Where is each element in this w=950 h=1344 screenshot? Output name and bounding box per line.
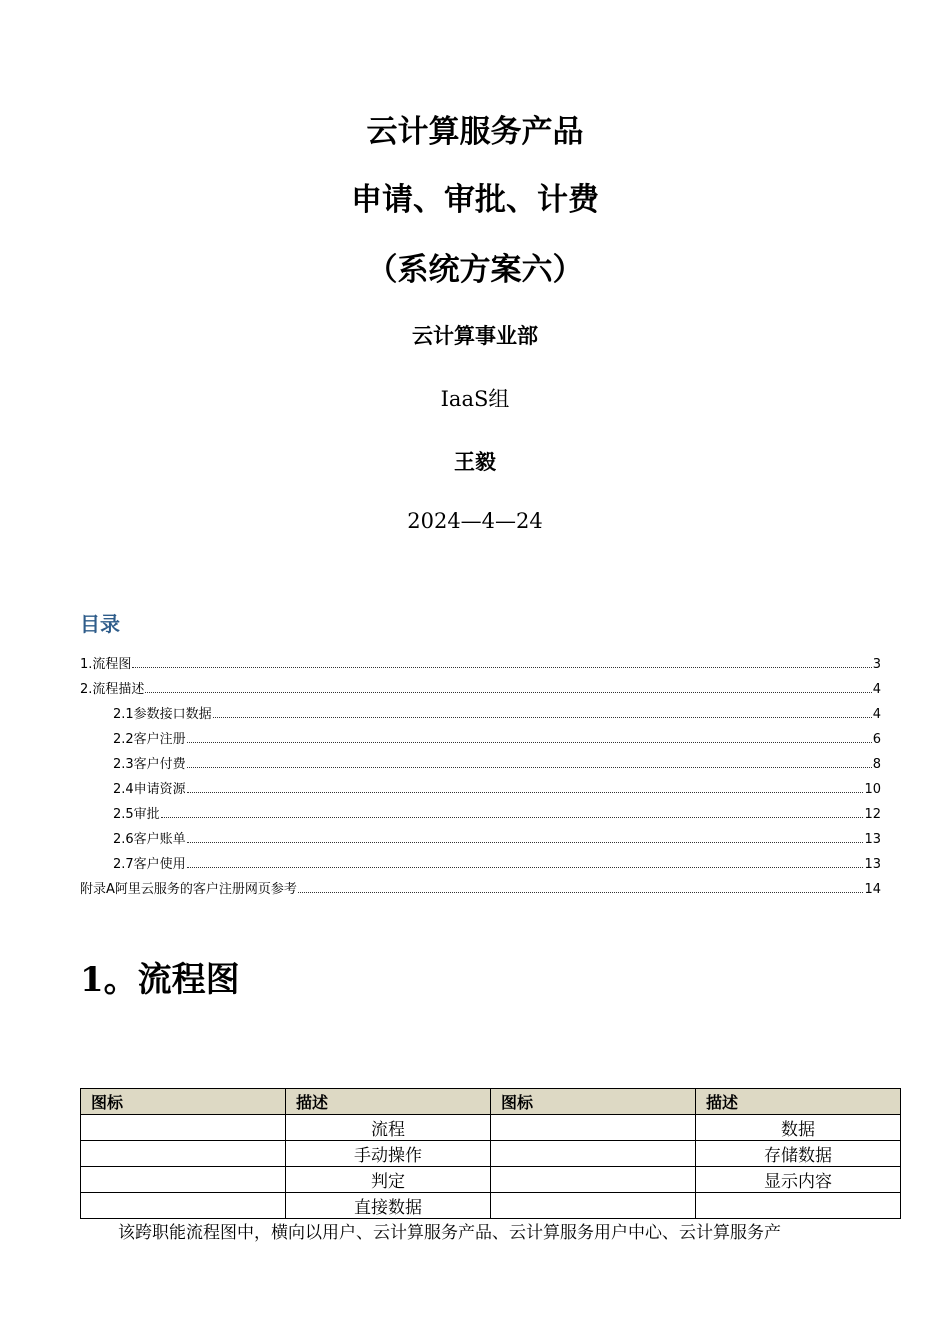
toc-entry-label: 2.7客户使用	[113, 857, 186, 872]
toc-leader	[145, 691, 871, 693]
description-cell: 数据	[696, 1115, 901, 1141]
toc-entry-page: 14	[864, 882, 881, 897]
cover-title-line2: 申请、审批、计费	[351, 182, 599, 218]
toc-entry-page: 10	[864, 782, 881, 797]
icon-cell	[491, 1141, 696, 1167]
toc-entry[interactable]	[113, 700, 881, 722]
table-row	[81, 1193, 901, 1219]
icon-cell	[81, 1141, 286, 1167]
toc-entry[interactable]	[113, 800, 881, 822]
column-header: 描述	[286, 1089, 491, 1115]
toc-leader	[187, 766, 872, 768]
toc-entry[interactable]	[113, 750, 881, 772]
toc-entry[interactable]	[113, 775, 881, 797]
toc-leader	[298, 891, 864, 893]
description-cell: 流程	[286, 1115, 491, 1141]
icon-cell	[81, 1167, 286, 1193]
column-header: 图标	[491, 1089, 696, 1115]
toc-entry[interactable]	[113, 725, 881, 747]
table-header-row	[81, 1089, 901, 1115]
description-cell: 直接数据	[286, 1193, 491, 1219]
cover-group: IaaS组	[440, 387, 510, 411]
toc-leader	[132, 666, 871, 668]
toc-entry-label: 1.流程图	[80, 657, 132, 672]
toc-entry-label: 附录A阿里云服务的客户注册网页参考	[80, 882, 297, 897]
toc-entry-page: 4	[872, 682, 881, 697]
toc-entry-page: 4	[872, 707, 881, 722]
toc-entry-label: 2.3客户付费	[113, 757, 186, 772]
toc-entry-page: 3	[872, 657, 881, 672]
column-header: 图标	[81, 1089, 286, 1115]
table-row	[81, 1167, 901, 1193]
toc-entry-page: 13	[864, 832, 881, 847]
legend-table	[80, 1088, 901, 1219]
description-cell: 手动操作	[286, 1141, 491, 1167]
icon-cell	[491, 1115, 696, 1141]
description-cell: 显示内容	[696, 1167, 901, 1193]
icon-cell	[491, 1167, 696, 1193]
body-paragraph: 该跨职能流程图中，横向以用户、云计算服务产品、云计算服务用户中心、云计算服务产	[118, 1223, 781, 1243]
toc-entry[interactable]	[80, 875, 881, 897]
cover-author: 王毅	[454, 449, 496, 474]
toc-leader	[187, 741, 872, 743]
cover-department: 云计算事业部	[412, 323, 538, 348]
description-cell	[696, 1193, 901, 1219]
toc-entry-label: 2.6客户账单	[113, 832, 186, 847]
cover-title-line3: （系统方案六）	[366, 252, 584, 288]
toc-entry-page: 13	[864, 857, 881, 872]
description-cell: 判定	[286, 1167, 491, 1193]
table-row	[81, 1115, 901, 1141]
toc-entry-page: 8	[872, 757, 881, 772]
cover-date: 2024—4—24	[407, 509, 543, 533]
toc-entry-page: 6	[872, 732, 881, 747]
toc-entry-label: 2.2客户注册	[113, 732, 186, 747]
toc-title: 目录	[80, 612, 120, 636]
toc-entry-label: 2.流程描述	[80, 682, 145, 697]
section-heading: 1。流程图	[80, 960, 240, 1000]
toc-entry-label: 2.1参数接口数据	[113, 707, 212, 722]
description-cell: 存储数据	[696, 1141, 901, 1167]
toc-leader	[213, 716, 872, 718]
toc-leader	[187, 791, 864, 793]
toc-entry-label: 2.4申请资源	[113, 782, 186, 797]
icon-cell	[81, 1193, 286, 1219]
toc-entry[interactable]	[113, 825, 881, 847]
toc-entry-label: 2.5审批	[113, 807, 160, 822]
toc-entry[interactable]	[80, 650, 881, 672]
toc-leader	[187, 841, 864, 843]
column-header: 描述	[696, 1089, 901, 1115]
toc-entry-page: 12	[864, 807, 881, 822]
table-row	[81, 1141, 901, 1167]
cover-title-line1: 云计算服务产品	[366, 114, 584, 150]
toc-leader	[187, 866, 864, 868]
toc-entry[interactable]	[80, 675, 881, 697]
icon-cell	[491, 1193, 696, 1219]
toc-leader	[161, 816, 864, 818]
toc-entry[interactable]	[113, 850, 881, 872]
icon-cell	[81, 1115, 286, 1141]
